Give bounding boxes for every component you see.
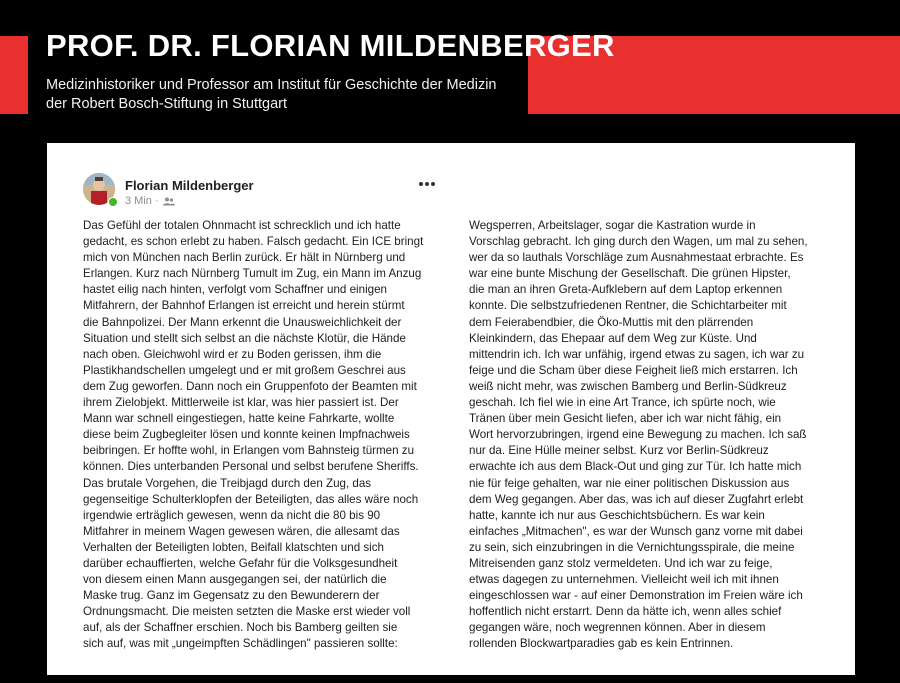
post-text-line: Das brutale Vorgehen, die Treibjagd durch den Zug, das <box>83 476 372 490</box>
post-text-line: Mitfahrern, der Bahnhof Erlangen ist erreicht und herein stürmt <box>83 299 405 313</box>
post-text-line: Verhalten der Beteiligten lobten, Beifall klatschten und sich <box>83 540 384 554</box>
post-text-line: darüber echauffierten, welche Gefahr für die Volksgesundheit <box>83 556 398 570</box>
post-text-line: erwachte ich aus dem Black-Out und ging zur Tür. Ich hatte mich <box>469 460 802 474</box>
dot-icon <box>425 182 429 186</box>
post-meta <box>125 195 175 207</box>
post-text-line: irgendwie erträglich gewesen, wenn da nicht die 80 bis 90 <box>83 508 381 522</box>
post-text-line: dem Weg gegangen. Aber das, was ich auf dieser Zugfahrt erlebt <box>469 492 804 506</box>
post-text-line: beibringen. Er hoffte wohl, in Erlangen vom Bahnsteig türmen zu <box>83 444 415 458</box>
post-text-line: mich von München nach Berlin zurück. Er hält in Nürnberg und <box>83 251 406 265</box>
post-text-line: Wegsperren, Arbeitslager, sogar die Kastration wurde in <box>469 219 756 232</box>
post-text-line: sich auf, was mit „ungeimpften Schädlingen" passieren sollte: <box>83 637 398 651</box>
post-text-line: Erlangen. Kurz nach Nürnberg Tumult im Zug, ein Mann im Anzug <box>83 267 422 281</box>
post-text-line: Maske trug. Ganz im Gegensatz zu den Bewunderern der <box>83 589 380 603</box>
post-text-line: hastet eilig nach hinten, verfolgt vom Schaffner und einigen <box>83 283 387 297</box>
post-text-line: mittendrin ich. Ich war unfähig, irgend etwas zu sagen, ich war zu <box>469 347 805 361</box>
post-timestamp[interactable]: 3 Min · <box>125 195 159 207</box>
post-text-line: Mitreisenden ganz stolz vermeldeten. Und ich war zu feige, <box>469 556 773 570</box>
post-text-line: Ordnungsmacht. Die meisten setzten die Maske erst wieder voll <box>83 605 411 619</box>
post-text-left-column <box>83 218 441 653</box>
subtitle-line: Medizinhistoriker und Professor am Institut für Geschichte der Medizin <box>46 77 497 93</box>
subtitle-line: der Robert Bosch-Stiftung in Stuttgart <box>46 96 287 112</box>
post-text-line: gegenseitige Schulterklopfen der Beteiligten, das alles wäre noch <box>83 492 419 506</box>
post-text-line: Situation und stellt sich selbst an die nächste Klotür, die Hände <box>83 331 406 345</box>
post-text-line: weiß nicht mehr, was zwischen Bamberg und Berlin-Südkreuz <box>469 379 787 393</box>
post-text-line: feige und die Scham über diese Feigheit ließ mich erstarren. Ich <box>469 363 798 377</box>
post-text-line: von diesem einen Mann ausgegangen sei, der natürlich die <box>83 573 387 587</box>
post-text-line: gedacht, es schon erlebt zu haben. Falsch gedacht. Ein ICE bringt <box>83 235 424 249</box>
post-text-line: ihrem Zielobjekt. Mittlerweile ist klar, was hier passiert ist. Der <box>83 396 399 410</box>
post-text-line: war eine bunte Mischung der Gesellschaft. Die grünen Hipster, <box>469 267 791 281</box>
dot-icon <box>431 182 435 186</box>
post-text-line: etwas dagegen zu unternehmen. Vielleicht weil ich mit ihnen <box>469 573 779 587</box>
post-text-line: Plastikhandschellen umgelegt und er mit großem Geschrei aus <box>83 363 406 377</box>
post-text-line: hatte, kannte ich nur aus Geschichtsbüchern. Es war kein <box>469 508 765 522</box>
post-text-line: rollenden Blockwartparadies gab es kein Entrinnen. <box>469 637 734 651</box>
post-text-line: dem Zug geworfen. Dann noch ein Gruppenfoto der Beamten mit <box>83 379 417 393</box>
online-status-dot <box>108 197 118 207</box>
post-text-line: gegangen wäre, noch wegrennen können. Aber in diesem <box>469 621 766 635</box>
avatar[interactable] <box>83 173 115 205</box>
post-text-line: zu sein, sich einzubringen in die Vernichtungsspirale, die meine <box>469 540 795 554</box>
post-text-line: dem Feierabendbier, die Öko-Muttis mit den plärrenden <box>469 315 754 329</box>
post-text-right-column <box>469 218 827 653</box>
post-text-line: nur da. Eine Hülle meiner selbst. Kurz vor Berlin-Südkreuz <box>469 444 769 458</box>
dot-icon <box>419 182 423 186</box>
post-text-line: einfaches „Mitmachen", es war der Wunsch ganz vorne mit dabei <box>469 524 803 538</box>
post-text-line: konnte. Die selbstzufriedenen Rentner, die Schichtarbeiter mit <box>469 299 787 313</box>
friends-icon <box>163 197 175 206</box>
post-text-line: Mann war schnell eingestiegen, hatte keine Fahrkarte, wollte <box>83 412 395 426</box>
post-text-line: eingeschlossen war - auf einer Demonstration im Freien wäre ich <box>469 589 803 603</box>
page-title: PROF. DR. FLORIAN MILDENBERGER <box>46 28 615 63</box>
post-text-line: geschah. Ich fiel wie in eine Art Trance, ich spürte noch, wie <box>469 396 776 410</box>
post-text-line: Mitfahrer in meinem Wagen gewesen wären, die allesamt das <box>83 524 400 538</box>
post-text-line: die Bahnpolizei. Der Mann erkennt die Unausweichlichkeit der <box>83 315 402 329</box>
post-text-line: Vorschlag gebracht. Ich ging durch den Wagen, um mal zu sehen, <box>469 235 808 249</box>
more-options-button[interactable] <box>415 177 439 191</box>
post-text-line: Wort hervorzubringen, irgend eine Bewegung zu machen. Ich saß <box>469 428 807 442</box>
post-author-name[interactable]: Florian Mildenberger <box>125 178 254 193</box>
post-text-line: auf, als der Schaffner erschien. Noch bis Bamberg geilten sie <box>83 621 398 635</box>
post-text-line: Das Gefühl der totalen Ohnmacht ist schrecklich und ich hatte <box>83 219 401 232</box>
post-text-line: Tränen über mein Gesicht liefen, aber ich war nicht fähig, ein <box>469 412 782 426</box>
post-text-line: hoffentlich nicht erstarrt. Denn da hätte ich, wenn alles schief <box>469 605 782 619</box>
post-text-line: nie für feige gehalten, war nie einer politischen Diskussion aus <box>469 476 790 490</box>
post-text-line: die man an ihren Greta-Aufklebern auf dem Laptop erkennen <box>469 283 783 297</box>
post-text-line: diese beim Zugbegleiter lösen und konnte keinen Impfnachweis <box>83 428 410 442</box>
post-text-line: können. Dies unterbanden Personal und selbst berufene Sheriffs. <box>83 460 419 474</box>
post-text-line: wer da so lauthals Vorschläge zum Ausnahmestaat erbrachte. Es <box>469 251 804 265</box>
social-post-card <box>47 143 855 675</box>
post-text-line: Kleinkindern, das Ehepaar auf dem Weg zur Küste. Und <box>469 331 757 345</box>
post-text-line: nach oben. Gleichwohl wird er zu Boden gerissen, ihm die <box>83 347 382 361</box>
page-subtitle <box>46 76 526 114</box>
red-accent-bar-left <box>0 36 28 114</box>
